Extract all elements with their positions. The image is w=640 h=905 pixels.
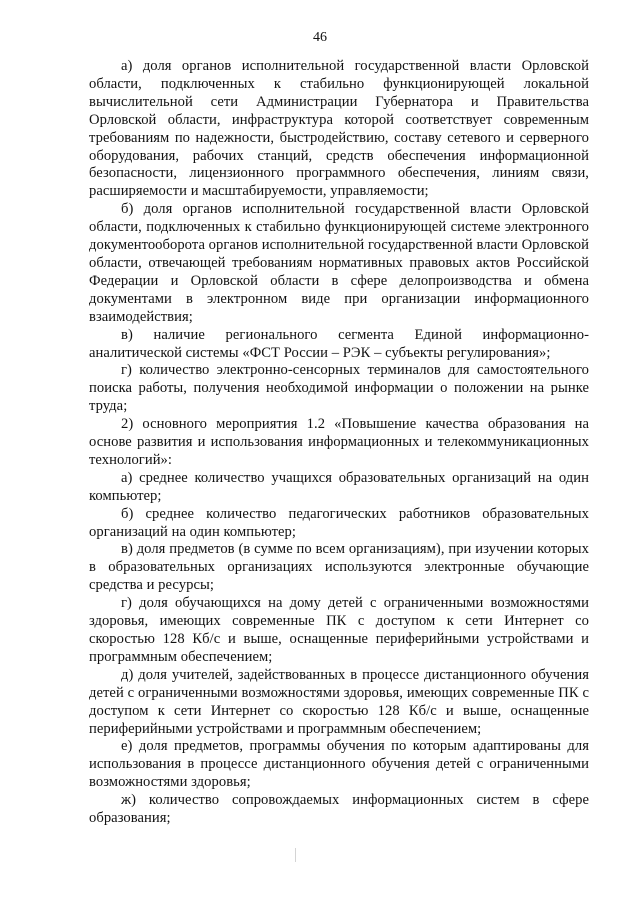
paragraph-2d: д) доля учителей, задействованных в процессе дистанционного обучения детей с ограниченными возможностями здоровья, имеющих современные ПК с доступом к сети Интернет со скоростью 128 Кб/с и выше, оснащенные периферийными устройствами и программным обеспечением;: [89, 666, 589, 737]
paragraph-2v: в) доля предметов (в сумме по всем организациям), при изучении которых в образовательных организациях используются электронные обучающие средства и ресурсы;: [89, 541, 589, 594]
paragraph-2zh: ж) количество сопровождаемых информационных систем в сфере образования;: [89, 792, 589, 827]
paragraph-2-heading: 2) основного мероприятия 1.2 «Повышение качества образования на основе развития и использования информационных и телекоммуникационных технологий»:: [89, 416, 589, 468]
paragraph-2a: а) среднее количество учащихся образовательных организаций на один компьютер;: [89, 469, 589, 504]
scan-artifact: [295, 848, 296, 862]
paragraph-1g: г) количество электронно-сенсорных терминалов для самостоятельного поиска работы, получения необходимой информации о положении на рынке труда;: [89, 362, 589, 415]
paragraph-1a: а) доля органов исполнительной государственной власти Орловской области, подключенных к стабильно функционирующей локальной вычислительной сети Администрации Губернатора и Правительства Орловской области, инфраструктура которой соответствует современным требованиям по надежности, быстродействию, составу сетевого и серверного оборудования, рабочих станций, средств обеспечения информационной безопасности, лицензионного программного обеспечения, линиям связи, расширяемости и масштабируемости, управляемости;: [89, 58, 589, 200]
paragraph-2g: г) доля обучающихся на дому детей с ограниченными возможностями здоровья, имеющих современные ПК с доступом к сети Интернет со скоростью 128 Кб/с и выше, оснащенные периферийными устройствами и программным обеспечением;: [89, 595, 589, 665]
document-body: [89, 58, 589, 828]
paragraph-2e: е) доля предметов, программы обучения по которым адаптированы для использования в процессе дистанционного обучения детей с ограниченными возможностями здоровья;: [89, 738, 589, 791]
paragraph-1v: в) наличие регионального сегмента Единой информационно-аналитической системы «ФСТ России – РЭК – субъекты регулирования»;: [89, 326, 589, 361]
page-number: 46: [313, 30, 327, 45]
paragraph-1b: б) доля органов исполнительной государственной власти Орловской области, подключенных к стабильно функционирующей системе электронного документооборота органов исполнительной государственной власти Орловской области, отвечающей требованиям нормативных правовых актов Российской Федерации и Орловской области в сфере делопроизводства и обмена документами в электронном виде при организации информационного взаимодействия;: [89, 201, 589, 325]
paragraph-2b: б) среднее количество педагогических работников образовательных организаций на один компьютер;: [89, 505, 589, 540]
